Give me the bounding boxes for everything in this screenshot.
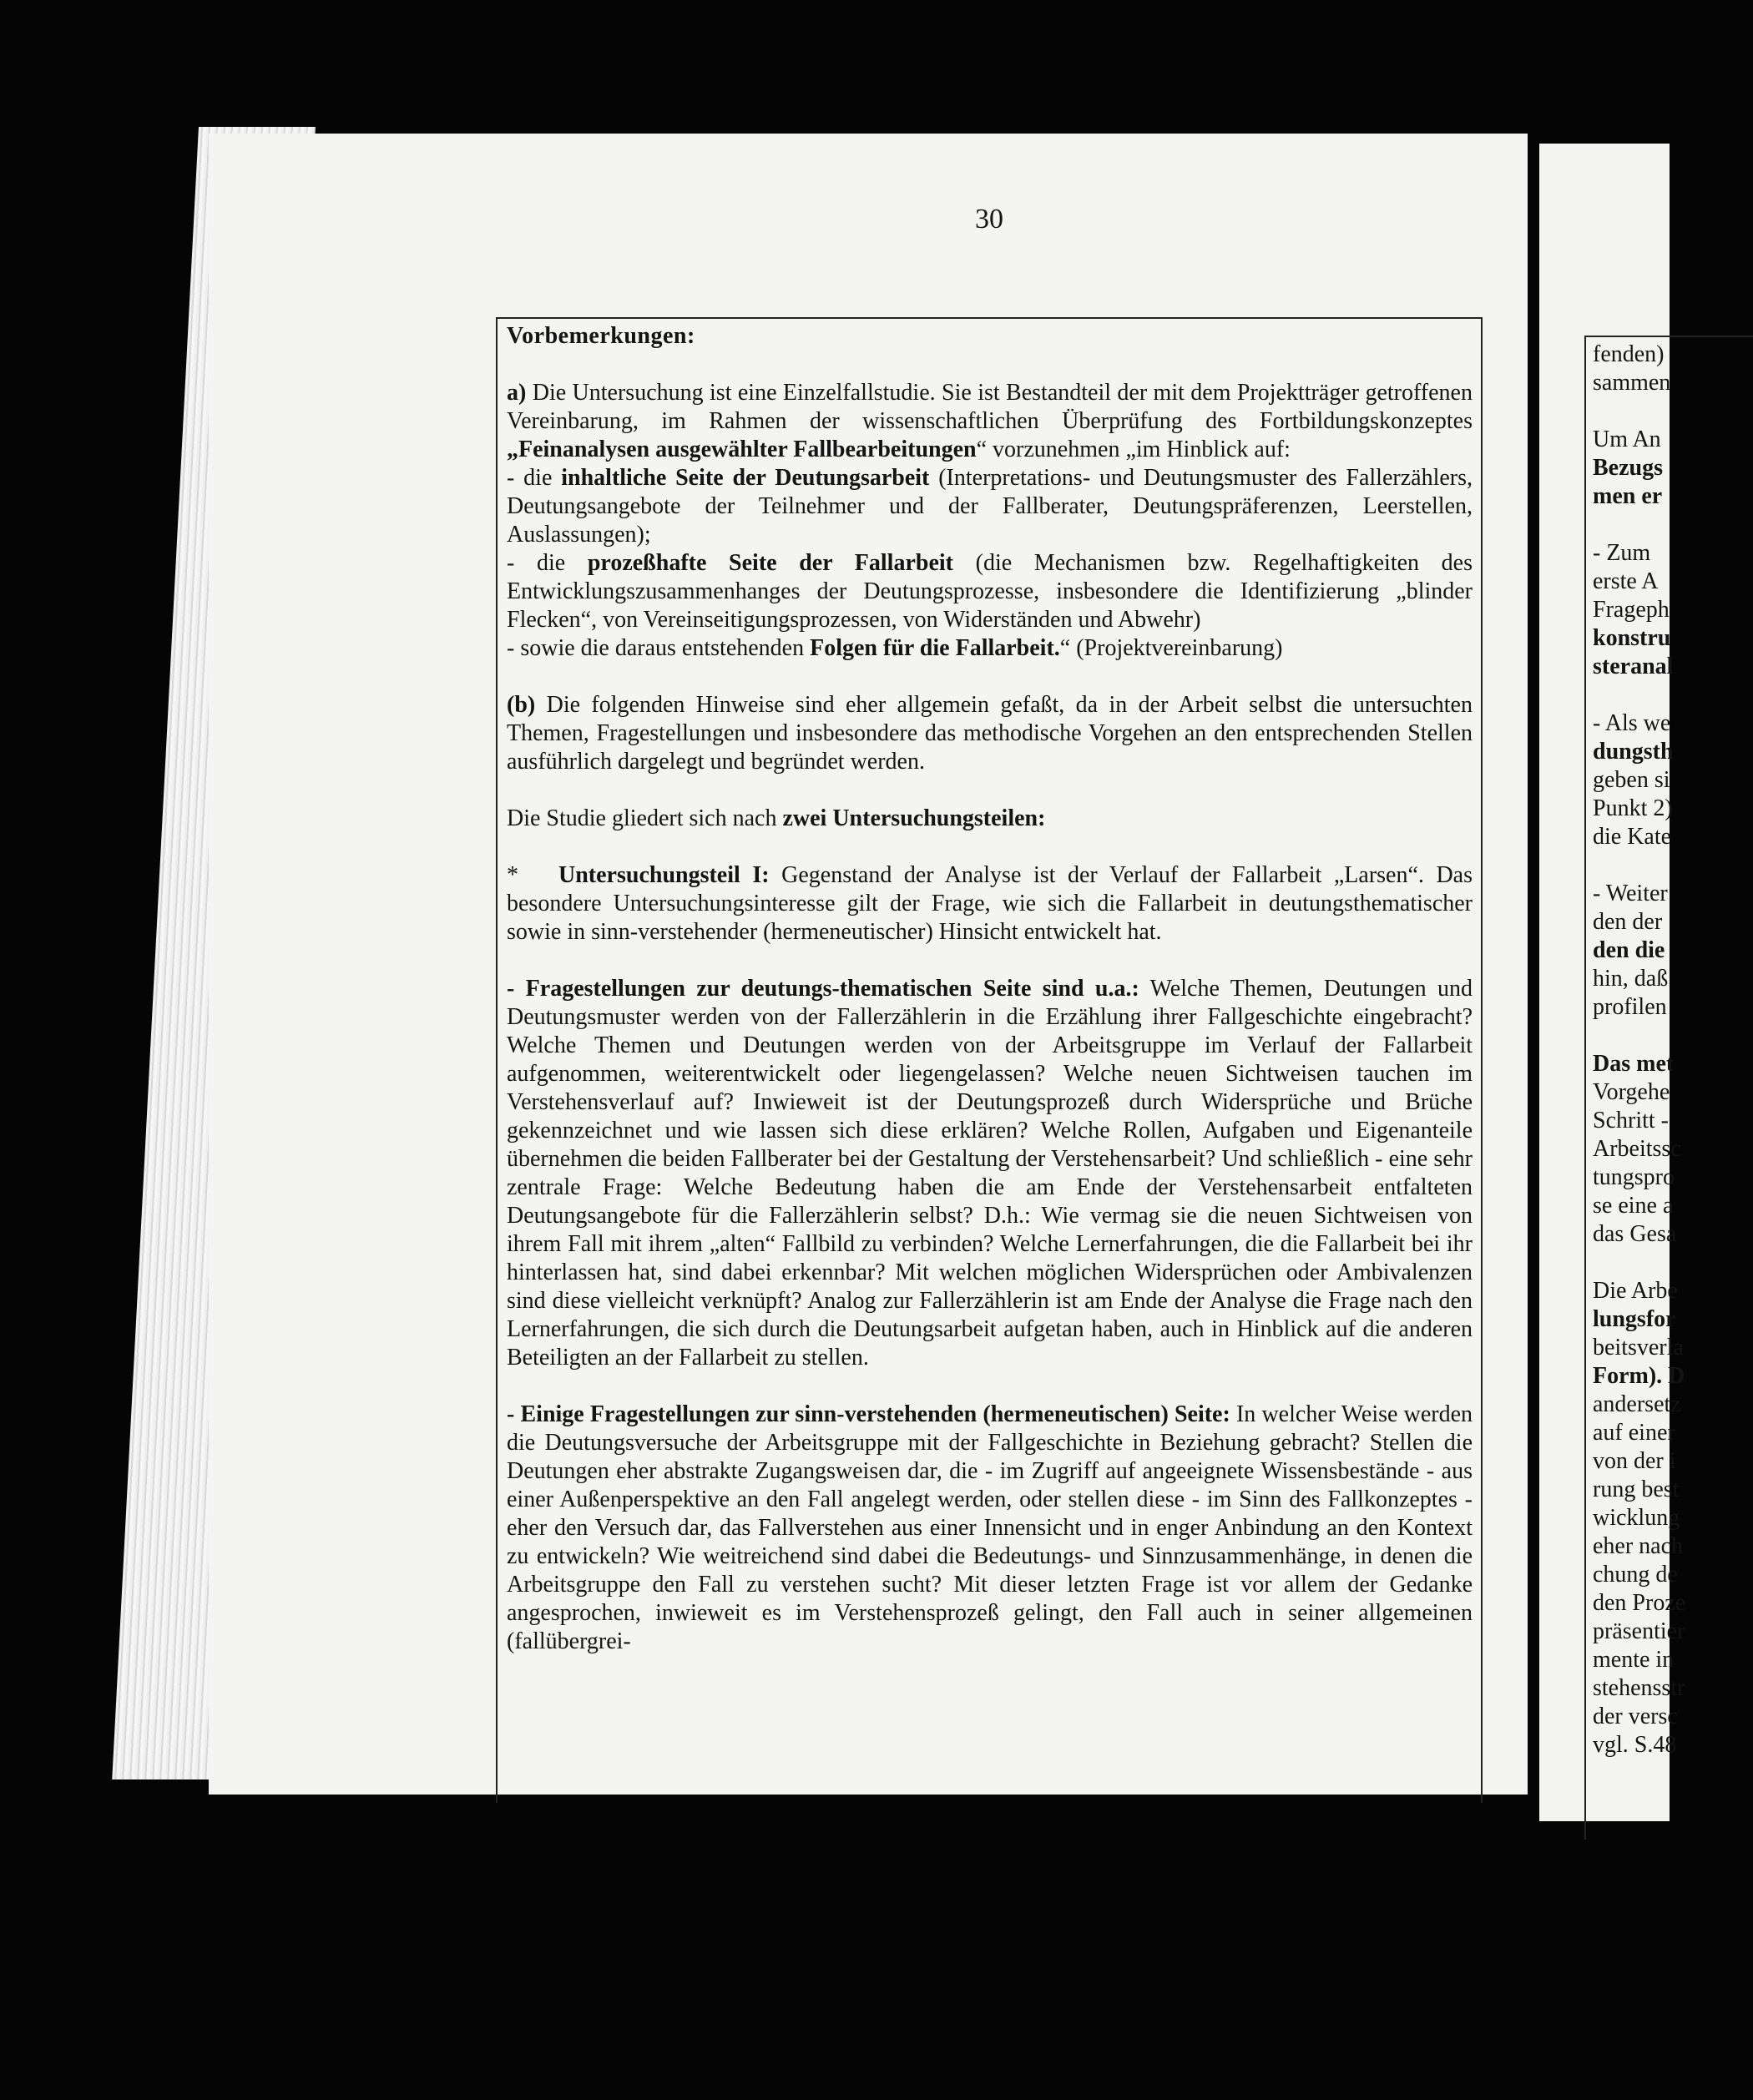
right-page-line: Das met xyxy=(1593,1051,1675,1077)
right-page-line xyxy=(1593,851,1685,880)
right-page-line xyxy=(1593,681,1685,709)
right-page-line: präsentier xyxy=(1593,1618,1685,1644)
item3-bold: Folgen für die Fallarbeit. xyxy=(810,635,1060,661)
right-page-line: chung de xyxy=(1593,1562,1678,1588)
paragraph-b-text: Die folgenden Hinweise sind eher allgemein gefaßt, da in der Arbeit selbst die untersuchten Themen, Fragestellungen und insbesondere das methodische Vorgehen an den entsprechenden Stellen ausführlich dargelegt und begründet werden. xyxy=(507,692,1473,775)
right-page-line: Vorgehe xyxy=(1593,1079,1670,1105)
right-page-line: konstru xyxy=(1593,625,1671,651)
right-page-line: Die Arbe xyxy=(1593,1278,1678,1304)
hermeneutic-questions-heading: - Einige Fragestellungen zur sinn-verstehenden (hermeneutischen) Seite: xyxy=(507,1401,1230,1427)
item2-prefix: - die xyxy=(507,550,588,576)
part-one-text: Gegenstand der Analyse ist der Verlauf der Fallarbeit „Larsen“. Das besondere Untersuchungsinteresse gilt der Frage, wie sich die Fallarbeit in deutungsthematischer sowie in sinn-verstehender (hermeneutischer) Hinsicht entwickelt hat. xyxy=(507,862,1473,945)
item2-text: (die Mechanismen bzw. Regelhaftigkeiten des Entwicklungszusammenhanges der Deutungsprozesse, insbesondere die Identifizierung „blinder Flecken“, von Vereinseitigungsprozessen, von Widerständen und Abwehr) xyxy=(507,550,1473,633)
paragraph-a-label: a) xyxy=(507,380,527,406)
right-page-line: Arbeitssc xyxy=(1593,1136,1681,1162)
paragraph-b-label: (b) xyxy=(507,692,536,718)
right-page-line: vgl. S.48 xyxy=(1593,1732,1677,1758)
right-page-line: eher nach xyxy=(1593,1533,1684,1559)
right-page-line: Form). D xyxy=(1593,1363,1685,1389)
paragraph-b xyxy=(507,691,1473,776)
right-page-line: andersetz xyxy=(1593,1391,1681,1417)
paragraph-a-intro: Die Untersuchung ist eine Einzelfallstudie. Sie ist Bestandteil der mit dem Projektträger getroffenen Vereinbarung, im Rahmen der wissenschaftlichen Überprüfung des Fortbildungskonzeptes xyxy=(507,380,1473,434)
item2-bold: prozeßhafte Seite der Fallarbeit xyxy=(587,550,953,576)
paragraph-hermeneutic-questions xyxy=(507,1401,1473,1656)
paragraph-a xyxy=(507,379,1473,663)
right-page-line: dungsth xyxy=(1593,739,1674,765)
box-heading: Vorbemerkungen: xyxy=(507,323,695,349)
item1-text: (Interpretations- und Deutungsmuster des Fallerzählers, Deutungsangebote der Teilnehmer und der Fallberater, Deutungspräferenzen, Leerstellen, Auslassungen); xyxy=(507,465,1473,548)
right-page-line: hin, daß xyxy=(1593,966,1669,992)
right-page-line: den Proze xyxy=(1593,1590,1686,1616)
right-page-line: - Zum xyxy=(1593,540,1651,566)
paragraph-a-title: „Feinanalysen ausgewählter Fallbearbeitungen xyxy=(507,437,977,462)
right-page-line: steranal xyxy=(1593,654,1674,679)
right-page-line: erste A xyxy=(1593,568,1659,594)
hermeneutic-questions-text: In welcher Weise werden die Deutungsversuche der Arbeitsgruppe mit der Fallgeschichte in Beziehung gebracht? Stellen die Deutungen eher abstrakte Zugangsweisen dar, die - im Zugriff auf angeeignete Wissensbestände - aus einer Außenperspektive an den Fall angelegt werden, oder stellen diese - im Sinn des Fallkonzeptes - eher den Versuch dar, das Fallverstehen aus einer Innensicht und in enger Anbindung an den Kontext zu entwickeln? Wie weitreichend sind dabei die Bedeutungs- und Sinnzusammenhänge, in denen die Arbeitsgruppe den Fall zu verstehen sucht? Mit dieser letzten Frage ist vor allem der Gedanke angesprochen, inwieweit es im Verstehensprozeß gelingt, den Fall auch in seiner allgemeinen (fallübergrei- xyxy=(507,1401,1473,1654)
page-number: 30 xyxy=(975,204,1003,235)
preliminary-remarks-box xyxy=(496,317,1483,1803)
thematic-questions-text: Welche Themen, Deutungen und Deutungsmuster werden von der Fallerzählerin in die Erzählung ihrer Fallgeschichte eingebracht? Welche Themen und Deutungen werden von der Arbeitsgruppe im Verlauf der Fallarbeit aufgenommen, weiterentwickelt oder liegengelassen? Welche neuen Sichtweisen tauchen im Verstehensverlauf auf? Inwieweit ist der Deutungsprozeß durch Widersprüche und Brüche gekennzeichnet und wie lassen sich diese erklären? Welche Rollen, Aufgaben und Eigenanteile übernehmen die beiden Fallberater bei der Gestaltung der Verstehensarbeit? Und schließlich - eine sehr zentrale Frage: Welche Bedeutung haben die am Ende der Verstehensarbeit entfalteten Deutungsangebote für die Fallerzählerin selbst? D.h.: Wie vermag sie die neuen Sichtweisen von ihrem Fall mit ihrem „alten“ Fallbild zu verbinden? Welche Lernerfahrungen, die die Fallarbeit bei ihr hinterlassen hat, sind dabei erkennbar? Mit welchen möglichen Widersprüchen oder Ambivalenzen sind diese vielleicht verknüpft? Analog zur Fallerzählerin ist am Ende der Analyse die Frage nach den Lernerfahrungen, die sich durch die Deutungsarbeit aufgetan haben, auch in Hinblick auf die anderen Beteiligten an der Fallarbeit zu stellen. xyxy=(507,976,1473,1371)
right-page-line: profilen xyxy=(1593,994,1667,1020)
right-page-line: das Gesa xyxy=(1593,1221,1677,1247)
right-page-line: stehensstr xyxy=(1593,1675,1685,1701)
right-page-line: Bezugs xyxy=(1593,455,1663,481)
right-page-line xyxy=(1593,397,1685,426)
thematic-questions-heading: - Fragestellungen zur deutungs-thematischen Seite sind u.a.: xyxy=(507,976,1139,1002)
item3-prefix: - sowie die daraus entstehenden xyxy=(507,635,811,661)
paragraph-thematic-questions xyxy=(507,975,1473,1372)
right-page-line: se eine a xyxy=(1593,1193,1674,1219)
right-page-line: von der i xyxy=(1593,1448,1676,1474)
right-page-line: mente in xyxy=(1593,1647,1675,1673)
right-page-line: wicklung xyxy=(1593,1505,1680,1531)
structure-text: Die Studie gliedert sich nach xyxy=(507,805,783,831)
right-page-line: den die xyxy=(1593,937,1665,963)
item1-prefix: - die xyxy=(507,465,562,491)
item3-text: “ (Projektvereinbarung) xyxy=(1059,635,1283,661)
right-page-line xyxy=(1593,511,1685,539)
right-page-line: geben si xyxy=(1593,767,1670,793)
right-page-line xyxy=(1593,1249,1685,1277)
right-page-line: men er xyxy=(1593,483,1663,509)
right-page xyxy=(1539,144,1686,1821)
right-page-line: - Als we xyxy=(1593,710,1671,736)
asterisk-bullet: * xyxy=(507,862,518,888)
right-page-line: auf einer xyxy=(1593,1420,1675,1446)
right-page-line: die Kate xyxy=(1593,824,1672,850)
right-page-text xyxy=(1593,341,1685,1759)
right-page-line: fenden) xyxy=(1593,341,1665,367)
right-page-line: beitsverla xyxy=(1593,1335,1684,1360)
right-page-line: - Weiter xyxy=(1593,881,1668,906)
right-page-line: den der xyxy=(1593,909,1663,935)
right-page-line xyxy=(1593,1022,1685,1050)
paragraph-a-after-title: “ vorzunehmen „im Hinblick auf: xyxy=(976,437,1291,462)
right-page-line: Frageph xyxy=(1593,597,1670,623)
paragraph-part-one xyxy=(507,861,1473,947)
paragraph-structure xyxy=(507,805,1473,833)
item1-bold: inhaltliche Seite der Deutungsarbeit xyxy=(561,465,930,491)
right-page-line: tungspro xyxy=(1593,1164,1675,1190)
right-page-line: Schritt - xyxy=(1593,1108,1669,1133)
right-page-line: sammen xyxy=(1593,370,1671,396)
right-page-line: rung best xyxy=(1593,1477,1680,1502)
structure-bold: zwei Untersuchungsteilen: xyxy=(782,805,1046,831)
right-page-line: Punkt 2) xyxy=(1593,795,1673,821)
right-page-line: lungsfor xyxy=(1593,1306,1676,1332)
right-page-line: der versc xyxy=(1593,1704,1678,1729)
right-page-line: Um An xyxy=(1593,427,1661,452)
part-one-label: Untersuchungsteil I: xyxy=(558,862,770,888)
